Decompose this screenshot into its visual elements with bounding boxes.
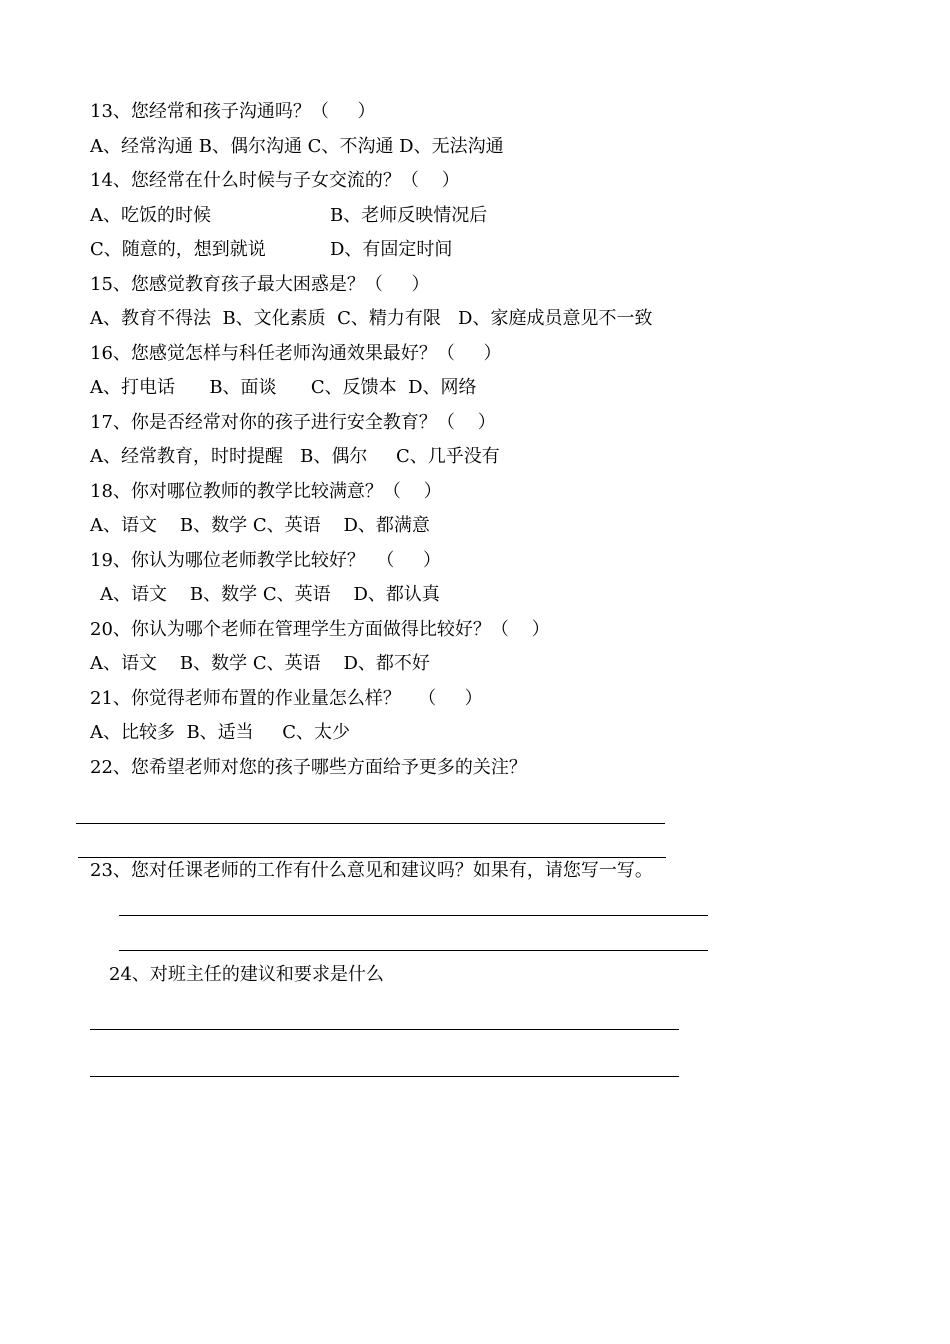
answer-line xyxy=(90,1076,679,1077)
question-19-options: A、语文 B、数学 C、英语 D、都认真 xyxy=(100,584,440,605)
answer-line xyxy=(119,950,708,951)
question-20-options: A、语文 B、数学 C、英语 D、都不好 xyxy=(90,653,430,674)
question-15-options: A、教育不得法 B、文化素质 C、精力有限 D、家庭成员意见不一致 xyxy=(90,308,653,329)
question-24: 24、对班主任的建议和要求是什么 xyxy=(109,964,384,985)
question-14: 14、您经常在什么时候与子女交流的？（ ） xyxy=(90,170,460,191)
question-13: 13、您经常和孩子沟通吗？（ ） xyxy=(90,101,376,122)
question-16-options: A、打电话 B、面谈 C、反馈本 D、网络 xyxy=(90,377,477,398)
question-16: 16、您感觉怎样与科任老师沟通效果最好？（ ） xyxy=(90,343,502,364)
question-14-option-c: C、随意的，想到就说 xyxy=(90,239,266,260)
question-14-option-a: A、吃饭的时候 xyxy=(90,205,211,226)
question-22: 22、您希望老师对您的孩子哪些方面给予更多的关注？ xyxy=(90,757,527,778)
question-23: 23、您对任课老师的工作有什么意见和建议吗？如果有，请您写一写。 xyxy=(90,860,653,881)
question-14-option-b: B、老师反映情况后 xyxy=(330,205,488,226)
question-15: 15、您感觉教育孩子最大困惑是？（ ） xyxy=(90,274,430,295)
question-18: 18、你对哪位教师的教学比较满意？（ ） xyxy=(90,481,442,502)
question-14-option-d: D、有固定时间 xyxy=(330,239,453,260)
answer-line xyxy=(78,857,666,858)
answer-line xyxy=(119,915,708,916)
question-21-options: A、比较多 B、适当 C、太少 xyxy=(90,722,351,743)
question-18-options: A、语文 B、数学 C、英语 D、都满意 xyxy=(90,515,430,536)
question-17: 17、你是否经常对你的孩子进行安全教育？（ ） xyxy=(90,412,496,433)
question-20: 20、你认为哪个老师在管理学生方面做得比较好？（ ） xyxy=(90,619,550,640)
answer-line xyxy=(76,823,665,824)
question-21: 21、你觉得老师布置的作业量怎么样？ （ ） xyxy=(90,688,483,709)
answer-line xyxy=(90,1029,679,1030)
question-17-options: A、经常教育，时时提醒 B、偶尔 C、几乎没有 xyxy=(90,446,500,467)
question-19: 19、你认为哪位老师教学比较好？ （ ） xyxy=(90,550,441,571)
question-13-options: A、经常沟通 B、偶尔沟通 C、不沟通 D、无法沟通 xyxy=(90,136,504,157)
